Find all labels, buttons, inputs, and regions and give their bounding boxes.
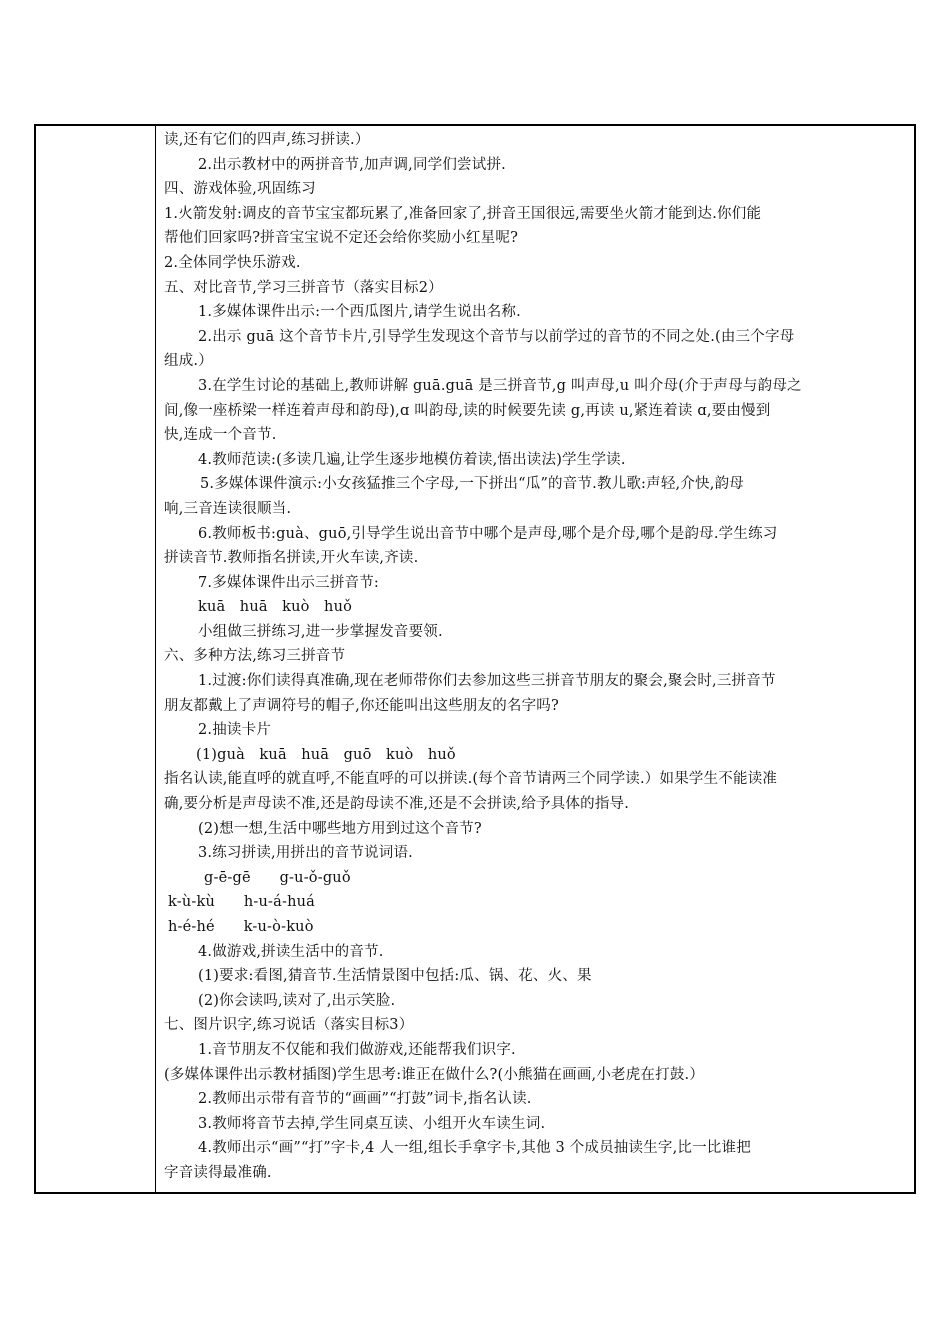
text-line: 2.教师出示带有音节的“画画”“打鼓”词卡,指名认读. <box>198 1091 532 1108</box>
text-line: 3.教师将音节去掉,学生同桌互读、小组开火车读生词. <box>198 1115 546 1132</box>
text-line: 1.火箭发射:调皮的音节宝宝都玩累了,准备回家了,拼音王国很远,需要坐火箭才能到达.你们能 <box>164 205 762 222</box>
pinyin-line: kuā huā kuò huǒ <box>198 599 353 616</box>
pinyin-line: (1)guà kuā huā guō kuò huǒ <box>196 746 456 763</box>
text-line: 3.练习拼读,用拼出的音节说词语. <box>198 845 413 862</box>
text-line: 2.出示教材中的两拼音节,加声调,同学们尝试拼. <box>198 156 506 173</box>
text-line: 组成.） <box>164 353 213 370</box>
content-cell <box>164 128 910 1186</box>
pinyin-line: g-ē-gē g-u-ǒ-guǒ <box>204 869 351 886</box>
text-line: 帮他们回家吗?拼音宝宝说不定还会给你奖励小红星呢? <box>164 230 519 247</box>
pinyin-line: k-ù-kù h-u-á-huá <box>168 894 315 911</box>
section-heading: 七、图片识字,练习说话（落实目标3） <box>164 1017 414 1034</box>
text-line: 4.教师出示“画”“打”字卡,4 人一组,组长手拿字卡,其他 3 个成员抽读生字,比一比谁把 <box>198 1140 751 1157</box>
text-line: 朋友都戴上了声调符号的帽子,你还能叫出这些朋友的名字吗? <box>164 697 559 714</box>
text-line: 小组做三拼练习,进一步掌握发音要领. <box>198 623 443 640</box>
text-line: (1)要求:看图,猜音节.生活情景图中包括:瓜、锅、花、火、果 <box>198 968 592 985</box>
text-line: (2)想一想,生活中哪些地方用到过这个音节? <box>198 820 482 837</box>
pinyin-line: h-é-hé k-u-ò-kuò <box>168 919 314 935</box>
text-line: 1.过渡:你们读得真准确,现在老师带你们去参加这些三拼音节朋友的聚会,聚会时,三拼音节 <box>198 673 776 690</box>
text-line: 间,像一座桥梁一样连着声母和韵母),ɑ 叫韵母,读的时候要先读 g,再读 u,紧连着读 ɑ,要由慢到 <box>164 402 771 419</box>
text-line: 读,还有它们的四声,练习拼读.） <box>164 132 370 148</box>
text-line: 7.多媒体课件出示三拼音节: <box>198 574 380 591</box>
text-line: 字音读得最准确. <box>164 1164 272 1181</box>
text-line: 2.出示 guā 这个音节卡片,引导学生发现这个音节与以前学过的音节的不同之处.(由三个字母 <box>198 328 795 345</box>
text-line: 快,连成一个音节. <box>164 427 277 444</box>
lesson-table <box>34 124 916 1194</box>
section-heading: 五、对比音节,学习三拼音节（落实目标2） <box>164 279 443 296</box>
text-line: (2)你会读吗,读对了,出示笑脸. <box>198 992 396 1009</box>
text-line: 响,三音连读很顺当. <box>164 500 292 517</box>
text-line: 5.多媒体课件演示:小女孩猛推三个字母,一下拼出“瓜”的音节.教儿歌:声轻,介快,韵母 <box>200 476 744 493</box>
text-line: 4.做游戏,拼读生活中的音节. <box>198 943 384 960</box>
text-line: 2.全体同学快乐游戏. <box>164 254 301 271</box>
text-line: 1.音节朋友不仅能和我们做游戏,还能帮我们识字. <box>198 1041 516 1058</box>
left-column-cell <box>36 126 156 1192</box>
text-line: 3.在学生讨论的基础上,教师讲解 guā.guā 是三拼音节,g 叫声母,u 叫介母(介于声母与韵母之 <box>198 377 802 394</box>
text-line: 1.多媒体课件出示:一个西瓜图片,请学生说出名称. <box>198 304 521 321</box>
text-line: 2.抽读卡片 <box>198 722 272 739</box>
text-line: 指名认读,能直呼的就直呼,不能直呼的可以拼读.(每个音节请两三个同学读.）如果学生不能读准 <box>164 771 778 788</box>
text-line: 拼读音节.教师指名拼读,开火车读,齐读. <box>164 550 419 567</box>
text-line: 4.教师范读:(多读几遍,让学生逐步地模仿着读,悟出读法)学生学读. <box>198 451 626 468</box>
text-line: 确,要分析是声母读不准,还是韵母读不准,还是不会拼读,给予具体的指导. <box>164 796 630 813</box>
section-heading: 六、多种方法,练习三拼音节 <box>164 648 346 665</box>
text-line: (多媒体课件出示教材插图)学生思考:谁正在做什么?(小熊猫在画画,小老虎在打鼓.） <box>164 1066 705 1083</box>
section-heading: 四、游戏体验,巩固练习 <box>164 181 316 198</box>
text-line: 6.教师板书:guà、guō,引导学生说出音节中哪个是声母,哪个是介母,哪个是韵母.学生练习 <box>198 525 778 542</box>
